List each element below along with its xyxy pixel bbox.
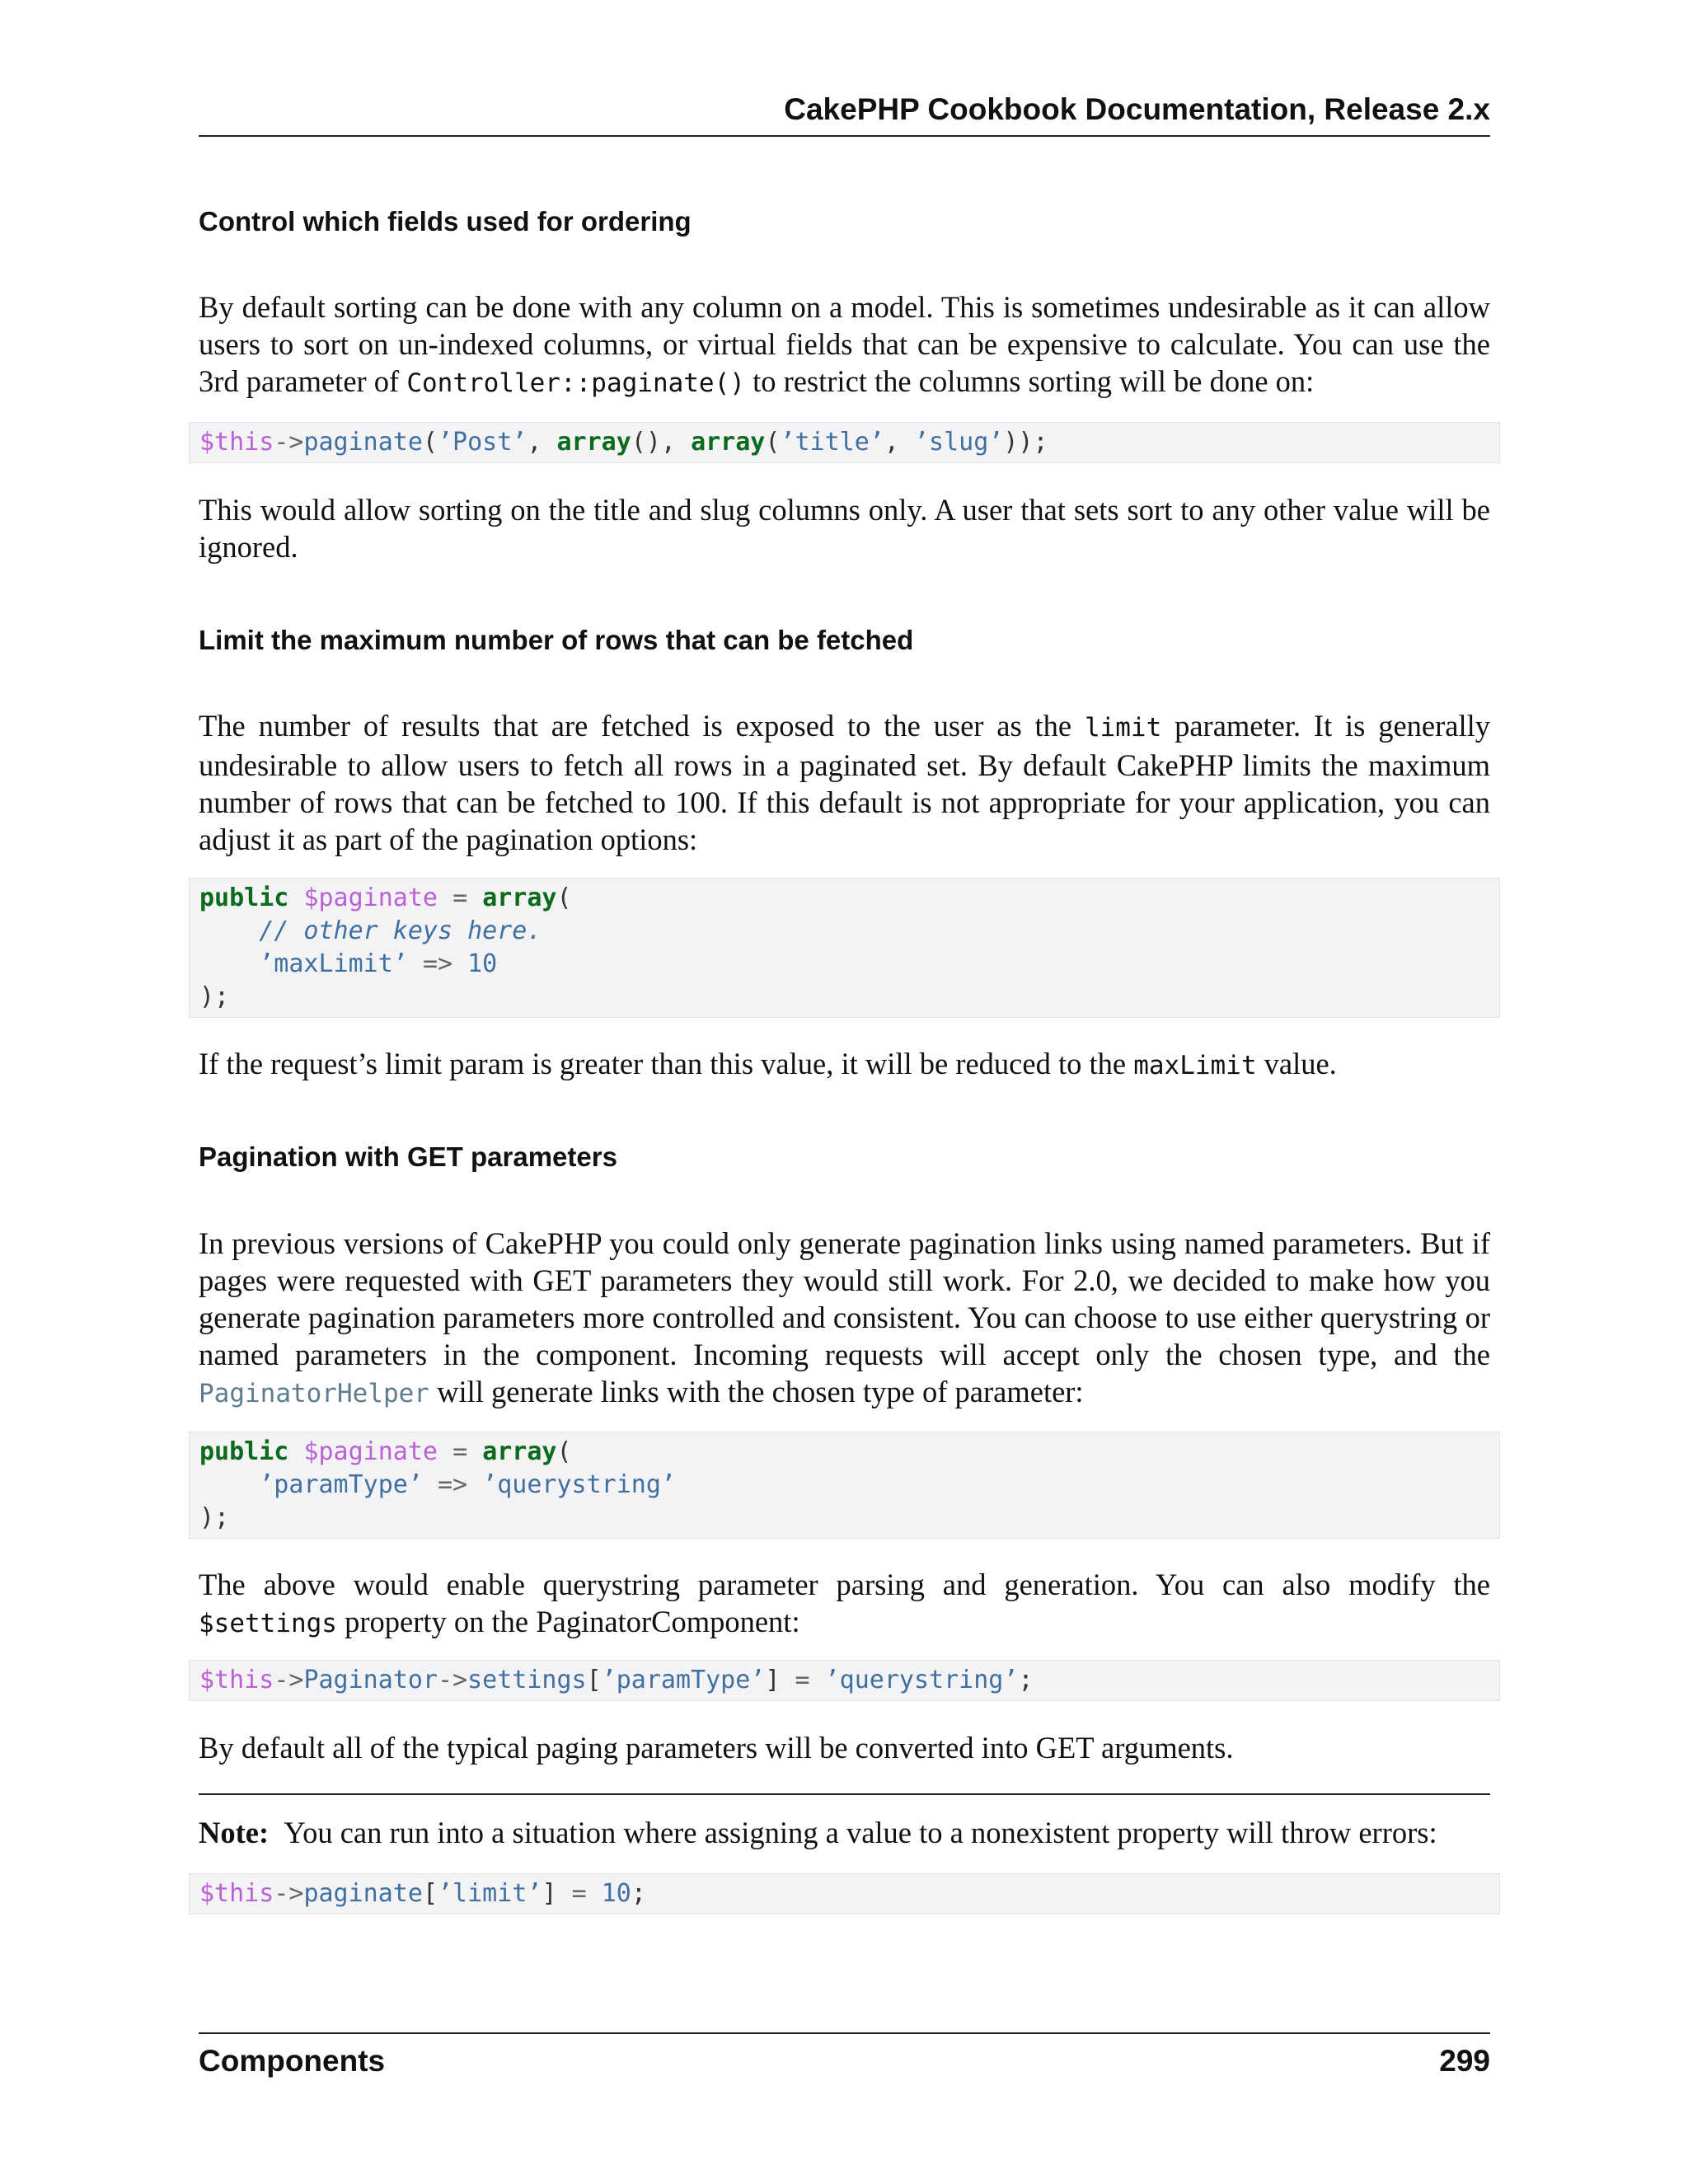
- paragraph-limit-intro: The number of results that are fetched is exposed to the user as the limit parameter. It is generally undesirable to allow users to fetch all rows in a paginated set. By default CakePHP limits the maximum number of rows that can be fetched to 100. If this default is not appropriate for your application, you can adjust it as part of the pagination options:: [199, 709, 1491, 856]
- heading-limit: Limit the maximum number of rows that can be fetched: [199, 625, 914, 655]
- heading-get-parameters: Pagination with GET parameters: [199, 1141, 617, 1172]
- running-header: [199, 92, 1490, 137]
- note-box: [199, 1814, 1490, 1851]
- code-block-paginate-limit: $this->paginate[’limit’] = 10;: [189, 1873, 1500, 1915]
- inline-code-maxlimit: maxLimit: [1133, 1051, 1257, 1080]
- paragraph-get-arguments: By default all of the typical paging parameters will be converted into GET arguments.: [199, 1731, 1234, 1765]
- note-text: You can run into a situation where assigning a value to a nonexistent property will throw errors:: [284, 1816, 1437, 1849]
- code-block-maxlimit: public $paginate = array( // other keys here. ’maxLimit’ => 10 );: [189, 878, 1500, 1018]
- code-block-paramtype: public $paginate = array( ’paramType’ => ’querystring’ );: [189, 1432, 1500, 1539]
- code-block-paginate-whitelist: $this->paginate(’Post’, array(), array(’title’, ’slug’));: [189, 422, 1500, 463]
- code-block-settings-paramtype: $this->Paginator->settings[’paramType’] = ’querystring’;: [189, 1660, 1500, 1701]
- paragraph-ordering-result: This would allow sorting on the title and slug columns only. A user that sets sort to any other value will be ignored.: [199, 493, 1490, 564]
- heading-ordering: Control which fields used for ordering: [199, 206, 692, 237]
- note-label: Note:: [199, 1816, 270, 1849]
- header-title: CakePHP Cookbook Documentation, Release 2.x: [784, 92, 1490, 126]
- page-number: 299: [1439, 2044, 1490, 2078]
- paginatorhelper-link[interactable]: PaginatorHelper: [199, 1379, 429, 1408]
- footer-section: Components: [199, 2044, 386, 2078]
- inline-code-settings: $settings: [199, 1609, 337, 1638]
- paragraph-get-intro: In previous versions of CakePHP you could only generate pagination links using named parameters. But if pages were requested with GET parameters they would still work. For 2.0, we decided to make how you generate pagination parameters more controlled and consistent. You can choose to use either querystring or named parameters in the component. Incoming requests will accept only the chosen type, and the PaginatorHelper will generate links with the chosen type of parameter:: [199, 1226, 1490, 1408]
- note-divider: [199, 1793, 1490, 1795]
- running-footer: [199, 2032, 1490, 2082]
- paragraph-limit-result: If the request’s limit param is greater than this value, it will be reduced to the maxLimit value.: [199, 1047, 1337, 1080]
- paragraph-get-settings: The above would enable querystring parameter parsing and generation. You can also modify the $settings property on the PaginatorComponent:: [199, 1568, 1490, 1638]
- paragraph-ordering-intro: By default sorting can be done with any column on a model. This is sometimes undesirable as it can allow users to sort on un-indexed columns, or virtual fields that can be expensive to calculate. You can use the 3rd parameter of Controller::paginate() to restrict the columns sorting will be done on:: [199, 290, 1490, 398]
- inline-code-limit: limit: [1084, 713, 1162, 743]
- inline-code-controller-paginate: Controller::paginate(): [406, 368, 745, 398]
